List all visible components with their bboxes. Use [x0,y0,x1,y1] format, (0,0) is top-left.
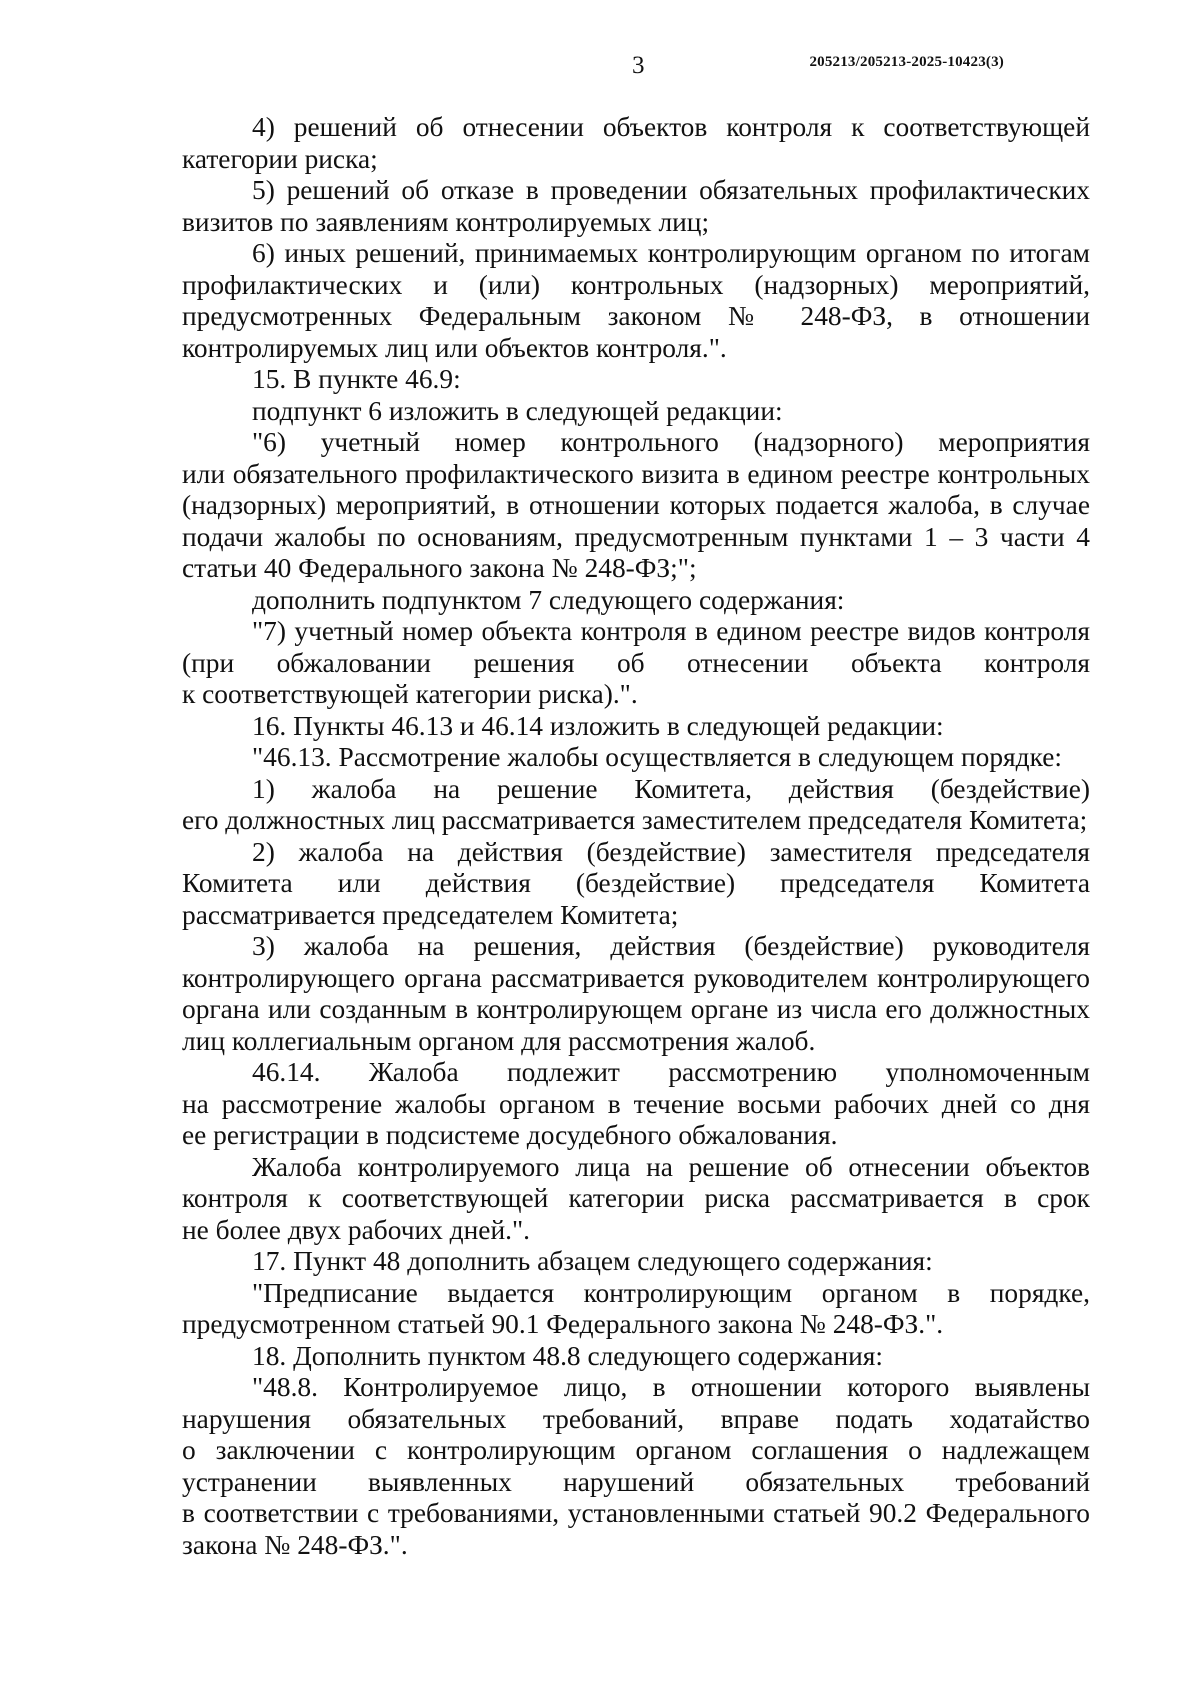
text-line: лиц коллегиальным органом для рассмотрения жалоб. [182,1025,816,1056]
text-line: или обязательного профилактического визита в едином реестре контрольных [182,458,1090,489]
text-line: (надзорных) мероприятий, в отношении которых подается жалоба, в случае [182,490,1090,520]
text-line: на рассмотрение жалобы органом в течение восьми рабочих дней со дня [182,1088,1090,1119]
text-line: 17. Пункт 48 дополнить абзацем следующего содержания: [252,1246,933,1276]
text-line: 16. Пункты 46.13 и 46.14 изложить в следующей редакции: [252,710,944,741]
text-line: 4) решений об отнесении объектов контроля к соответствующей [252,112,1090,142]
text-line: Жалоба контролируемого лица на решение об отнесении объектов [252,1151,1090,1182]
text-line: нарушения обязательных требований, вправе подать ходатайство [182,1403,1090,1434]
text-line: 18. Дополнить пунктом 48.8 следующего содержания: [252,1340,883,1371]
text-line: его должностных лиц рассматривается заместителем председателя Комитета; [182,805,1088,835]
page-number: 3 [632,52,645,79]
text-line: 15. В пункте 46.9: [252,364,461,394]
text-line: "6) учетный номер контрольного (надзорного) мероприятия [252,427,1090,457]
text-line: рассматривается председателем Комитета; [182,899,679,930]
text-line: подпункт 6 изложить в следующей редакции: [252,395,783,426]
text-line: подачи жалобы по основаниям, предусмотренным пунктами 1 – 3 части 4 [182,521,1090,552]
text-line: устранении выявленных нарушений обязательных требований [182,1466,1090,1497]
text-line: 46.14. Жалоба подлежит рассмотрению уполномоченным [252,1057,1090,1087]
text-line: 2) жалоба на действия (бездействие) заместителя председателя [252,836,1090,867]
text-line: 3) жалоба на решения, действия (бездействие) руководителя [252,931,1090,961]
text-line: контролирующего органа рассматривается руководителем контролирующего [182,962,1090,993]
text-line: статьи 40 Федерального закона № 248-ФЗ;"; [182,553,697,583]
text-line: не более двух рабочих дней.". [182,1214,530,1245]
document-code: 205213/205213-2025-10423(3) [809,54,1004,70]
text-line: контроля к соответствующей категории риска рассматривается в срок [182,1183,1090,1213]
text-line: (при обжаловании решения об отнесении объекта контроля [182,647,1090,678]
text-line: в соответствии с требованиями, установленными статьей 90.2 Федерального [182,1498,1090,1528]
text-line: "Предписание выдается контролирующим органом в порядке, [252,1277,1090,1308]
text-line: профилактических и (или) контрольных (надзорных) мероприятий, [182,269,1090,300]
document-body [182,112,1090,1561]
text-line: о заключении с контролирующим органом соглашения о надлежащем [182,1435,1090,1465]
text-line: дополнить подпунктом 7 следующего содержания: [252,584,845,615]
text-line: к соответствующей категории риска).". [182,679,638,709]
text-line: категории риска; [182,143,378,174]
text-line: Комитета или действия (бездействие) председателя Комитета [182,868,1090,898]
text-line: "7) учетный номер объекта контроля в едином реестре видов контроля [252,616,1090,646]
text-line: контролируемых лиц или объектов контроля.". [182,332,727,363]
text-line: 1) жалоба на решение Комитета, действия (бездействие) [252,773,1090,804]
text-line: предусмотренном статьей 90.1 Федерального закона № 248-ФЗ.". [182,1309,944,1339]
text-line: органа или созданным в контролирующем органе из числа его должностных [182,994,1090,1024]
text-line: "48.8. Контролируемое лицо, в отношении которого выявлены [252,1372,1090,1402]
text-line: "46.13. Рассмотрение жалобы осуществляется в следующем порядке: [252,742,1062,772]
text-line: предусмотренных Федеральным законом № 248-ФЗ, в отношении [182,301,1090,331]
text-line: визитов по заявлениям контролируемых лиц; [182,206,710,237]
text-line: ее регистрации в подсистеме досудебного обжалования. [182,1120,838,1150]
text-line: 6) иных решений, принимаемых контролирующим органом по итогам [252,238,1090,268]
text-line: закона № 248-ФЗ.". [182,1529,408,1560]
text-line: 5) решений об отказе в проведении обязательных профилактических [252,175,1090,205]
